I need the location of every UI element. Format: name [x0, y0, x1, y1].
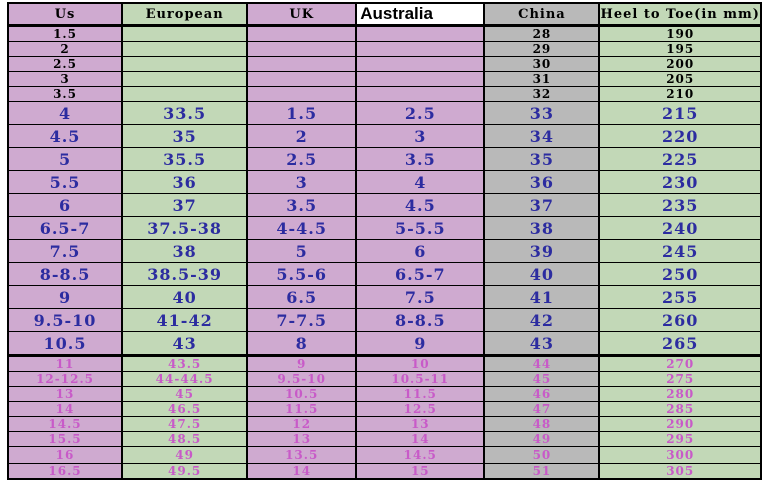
cell-australia[interactable]: 14 [356, 432, 484, 447]
cell-european[interactable] [122, 42, 247, 57]
cell-uk[interactable]: 2 [247, 125, 356, 148]
cell-heel_to_toe[interactable]: 270 [599, 356, 761, 372]
cell-uk[interactable] [247, 87, 356, 102]
cell-china[interactable]: 33 [484, 102, 599, 125]
cell-china[interactable]: 32 [484, 87, 599, 102]
cell-us[interactable]: 9.5-10 [8, 309, 122, 332]
cell-china[interactable]: 51 [484, 464, 599, 480]
table-row [8, 417, 761, 432]
cell-heel_to_toe[interactable]: 200 [599, 57, 761, 72]
cell-european[interactable]: 43.5 [122, 356, 247, 372]
table-row [8, 309, 761, 332]
table-row [8, 332, 761, 356]
cell-european[interactable]: 45 [122, 387, 247, 402]
cell-heel_to_toe[interactable]: 255 [599, 286, 761, 309]
cell-australia[interactable] [356, 87, 484, 102]
cell-heel_to_toe[interactable]: 275 [599, 372, 761, 387]
cell-heel_to_toe[interactable]: 230 [599, 171, 761, 194]
cell-china[interactable]: 43 [484, 332, 599, 356]
column-header-australia-active-cell[interactable]: Australia [356, 3, 484, 26]
cell-heel_to_toe[interactable]: 215 [599, 102, 761, 125]
table-row [8, 372, 761, 387]
cell-us[interactable]: 4 [8, 102, 122, 125]
cell-european[interactable] [122, 72, 247, 87]
cell-australia[interactable] [356, 72, 484, 87]
cell-china[interactable]: 44 [484, 356, 599, 372]
cell-china[interactable]: 35 [484, 148, 599, 171]
cell-australia[interactable] [356, 42, 484, 57]
cell-heel_to_toe[interactable]: 205 [599, 72, 761, 87]
cell-uk[interactable] [247, 26, 356, 42]
column-header-heel-to-toe[interactable]: Heel to Toe(in mm) [599, 3, 761, 26]
cell-australia[interactable]: 2.5 [356, 102, 484, 125]
cell-uk[interactable]: 3.5 [247, 194, 356, 217]
cell-china[interactable]: 36 [484, 171, 599, 194]
cell-china[interactable]: 30 [484, 57, 599, 72]
cell-australia[interactable] [356, 26, 484, 42]
cell-china[interactable]: 29 [484, 42, 599, 57]
cell-us[interactable]: 7.5 [8, 240, 122, 263]
table-row [8, 72, 761, 87]
cell-heel_to_toe[interactable]: 220 [599, 125, 761, 148]
cell-uk[interactable]: 6.5 [247, 286, 356, 309]
cell-european[interactable]: 33.5 [122, 102, 247, 125]
cell-us[interactable]: 3 [8, 72, 122, 87]
size-conversion-table [7, 2, 762, 480]
cell-us[interactable]: 1.5 [8, 26, 122, 42]
cell-european[interactable]: 41-42 [122, 309, 247, 332]
cell-european[interactable]: 38 [122, 240, 247, 263]
cell-european[interactable]: 47.5 [122, 417, 247, 432]
cell-australia[interactable]: 12.5 [356, 402, 484, 417]
cell-european[interactable] [122, 57, 247, 72]
cell-us[interactable]: 9 [8, 286, 122, 309]
cell-heel_to_toe[interactable]: 285 [599, 402, 761, 417]
table-row [8, 447, 761, 464]
cell-australia[interactable]: 9 [356, 332, 484, 356]
cell-australia[interactable]: 3 [356, 125, 484, 148]
cell-us[interactable]: 5 [8, 148, 122, 171]
cell-uk[interactable] [247, 57, 356, 72]
cell-uk[interactable]: 14 [247, 464, 356, 480]
table-row [8, 87, 761, 102]
cell-heel_to_toe[interactable]: 305 [599, 464, 761, 480]
column-header-china[interactable]: China [484, 3, 599, 26]
cell-us[interactable]: 5.5 [8, 171, 122, 194]
column-header-us[interactable]: Us [8, 3, 122, 26]
cell-australia[interactable]: 3.5 [356, 148, 484, 171]
table-row [8, 217, 761, 240]
table-row [8, 102, 761, 125]
table-row [8, 57, 761, 72]
cell-uk[interactable]: 2.5 [247, 148, 356, 171]
cell-uk[interactable]: 5.5-6 [247, 263, 356, 286]
cell-european[interactable]: 44-44.5 [122, 372, 247, 387]
cell-heel_to_toe[interactable]: 240 [599, 217, 761, 240]
cell-us[interactable]: 15.5 [8, 432, 122, 447]
cell-heel_to_toe[interactable]: 195 [599, 42, 761, 57]
cell-china[interactable]: 31 [484, 72, 599, 87]
cell-china[interactable]: 50 [484, 447, 599, 464]
table-row [8, 171, 761, 194]
cell-heel_to_toe[interactable]: 295 [599, 432, 761, 447]
cell-uk[interactable]: 1.5 [247, 102, 356, 125]
cell-heel_to_toe[interactable]: 225 [599, 148, 761, 171]
cell-us[interactable]: 6.5-7 [8, 217, 122, 240]
cell-us[interactable]: 10.5 [8, 332, 122, 356]
cell-european[interactable]: 46.5 [122, 402, 247, 417]
table-row [8, 148, 761, 171]
cell-australia[interactable]: 13 [356, 417, 484, 432]
cell-australia[interactable]: 10 [356, 356, 484, 372]
cell-uk[interactable]: 10.5 [247, 387, 356, 402]
cell-uk[interactable]: 13.5 [247, 447, 356, 464]
header-row [8, 3, 761, 26]
cell-us[interactable]: 16.5 [8, 464, 122, 480]
table-row [8, 263, 761, 286]
cell-china[interactable]: 28 [484, 26, 599, 42]
cell-china[interactable]: 42 [484, 309, 599, 332]
cell-us[interactable]: 14.5 [8, 417, 122, 432]
cell-heel_to_toe[interactable]: 210 [599, 87, 761, 102]
cell-australia[interactable]: 4 [356, 171, 484, 194]
cell-european[interactable]: 40 [122, 286, 247, 309]
table-row [8, 125, 761, 148]
table-row [8, 464, 761, 480]
cell-uk[interactable]: 7-7.5 [247, 309, 356, 332]
cell-china[interactable]: 34 [484, 125, 599, 148]
cell-australia[interactable]: 4.5 [356, 194, 484, 217]
cell-china[interactable]: 40 [484, 263, 599, 286]
cell-uk[interactable]: 9 [247, 356, 356, 372]
cell-uk[interactable]: 3 [247, 171, 356, 194]
cell-australia[interactable]: 11.5 [356, 387, 484, 402]
cell-uk[interactable]: 8 [247, 332, 356, 356]
cell-china[interactable]: 49 [484, 432, 599, 447]
cell-uk[interactable]: 4-4.5 [247, 217, 356, 240]
cell-china[interactable]: 47 [484, 402, 599, 417]
cell-us[interactable]: 6 [8, 194, 122, 217]
cell-china[interactable]: 46 [484, 387, 599, 402]
cell-us[interactable]: 13 [8, 387, 122, 402]
cell-european[interactable]: 37 [122, 194, 247, 217]
cell-european[interactable] [122, 87, 247, 102]
cell-european[interactable]: 38.5-39 [122, 263, 247, 286]
table-row [8, 194, 761, 217]
cell-china[interactable]: 37 [484, 194, 599, 217]
cell-european[interactable]: 37.5-38 [122, 217, 247, 240]
cell-uk[interactable]: 13 [247, 432, 356, 447]
table-row [8, 286, 761, 309]
cell-heel_to_toe[interactable]: 235 [599, 194, 761, 217]
cell-uk[interactable]: 5 [247, 240, 356, 263]
cell-uk[interactable] [247, 42, 356, 57]
cell-us[interactable]: 11 [8, 356, 122, 372]
cell-us[interactable]: 4.5 [8, 125, 122, 148]
table-row [8, 356, 761, 372]
cell-heel_to_toe[interactable]: 245 [599, 240, 761, 263]
cell-european[interactable]: 35 [122, 125, 247, 148]
cell-australia[interactable]: 7.5 [356, 286, 484, 309]
table-row [8, 432, 761, 447]
cell-heel_to_toe[interactable]: 260 [599, 309, 761, 332]
table-row [8, 402, 761, 417]
cell-china[interactable]: 48 [484, 417, 599, 432]
cell-heel_to_toe[interactable]: 250 [599, 263, 761, 286]
cell-heel_to_toe[interactable]: 290 [599, 417, 761, 432]
cell-uk[interactable]: 11.5 [247, 402, 356, 417]
column-header-european[interactable]: European [122, 3, 247, 26]
cell-european[interactable]: 48.5 [122, 432, 247, 447]
cell-australia[interactable]: 6 [356, 240, 484, 263]
cell-australia[interactable]: 5-5.5 [356, 217, 484, 240]
cell-heel_to_toe[interactable]: 300 [599, 447, 761, 464]
cell-us[interactable]: 16 [8, 447, 122, 464]
table-row [8, 42, 761, 57]
table-row [8, 26, 761, 42]
cell-australia[interactable]: 15 [356, 464, 484, 480]
cell-china[interactable]: 38 [484, 217, 599, 240]
cell-european[interactable]: 49.5 [122, 464, 247, 480]
cell-china[interactable]: 45 [484, 372, 599, 387]
cell-us[interactable]: 8-8.5 [8, 263, 122, 286]
cell-heel_to_toe[interactable]: 265 [599, 332, 761, 356]
cell-uk[interactable]: 9.5-10 [247, 372, 356, 387]
cell-australia[interactable] [356, 57, 484, 72]
cell-australia[interactable]: 8-8.5 [356, 309, 484, 332]
cell-us[interactable]: 3.5 [8, 87, 122, 102]
spreadsheet-viewport [7, 2, 764, 478]
cell-australia[interactable]: 6.5-7 [356, 263, 484, 286]
cell-us[interactable]: 14 [8, 402, 122, 417]
cell-uk[interactable]: 12 [247, 417, 356, 432]
cell-us[interactable]: 2 [8, 42, 122, 57]
cell-european[interactable]: 36 [122, 171, 247, 194]
column-header-uk[interactable]: UK [247, 3, 356, 26]
cell-china[interactable]: 39 [484, 240, 599, 263]
table-row [8, 387, 761, 402]
cell-china[interactable]: 41 [484, 286, 599, 309]
cell-us[interactable]: 12-12.5 [8, 372, 122, 387]
cell-uk[interactable] [247, 72, 356, 87]
cell-australia[interactable]: 14.5 [356, 447, 484, 464]
cell-heel_to_toe[interactable]: 280 [599, 387, 761, 402]
cell-european[interactable]: 49 [122, 447, 247, 464]
cell-european[interactable] [122, 26, 247, 42]
table-row [8, 240, 761, 263]
cell-us[interactable]: 2.5 [8, 57, 122, 72]
cell-heel_to_toe[interactable]: 190 [599, 26, 761, 42]
cell-australia[interactable]: 10.5-11 [356, 372, 484, 387]
cell-european[interactable]: 43 [122, 332, 247, 356]
cell-european[interactable]: 35.5 [122, 148, 247, 171]
